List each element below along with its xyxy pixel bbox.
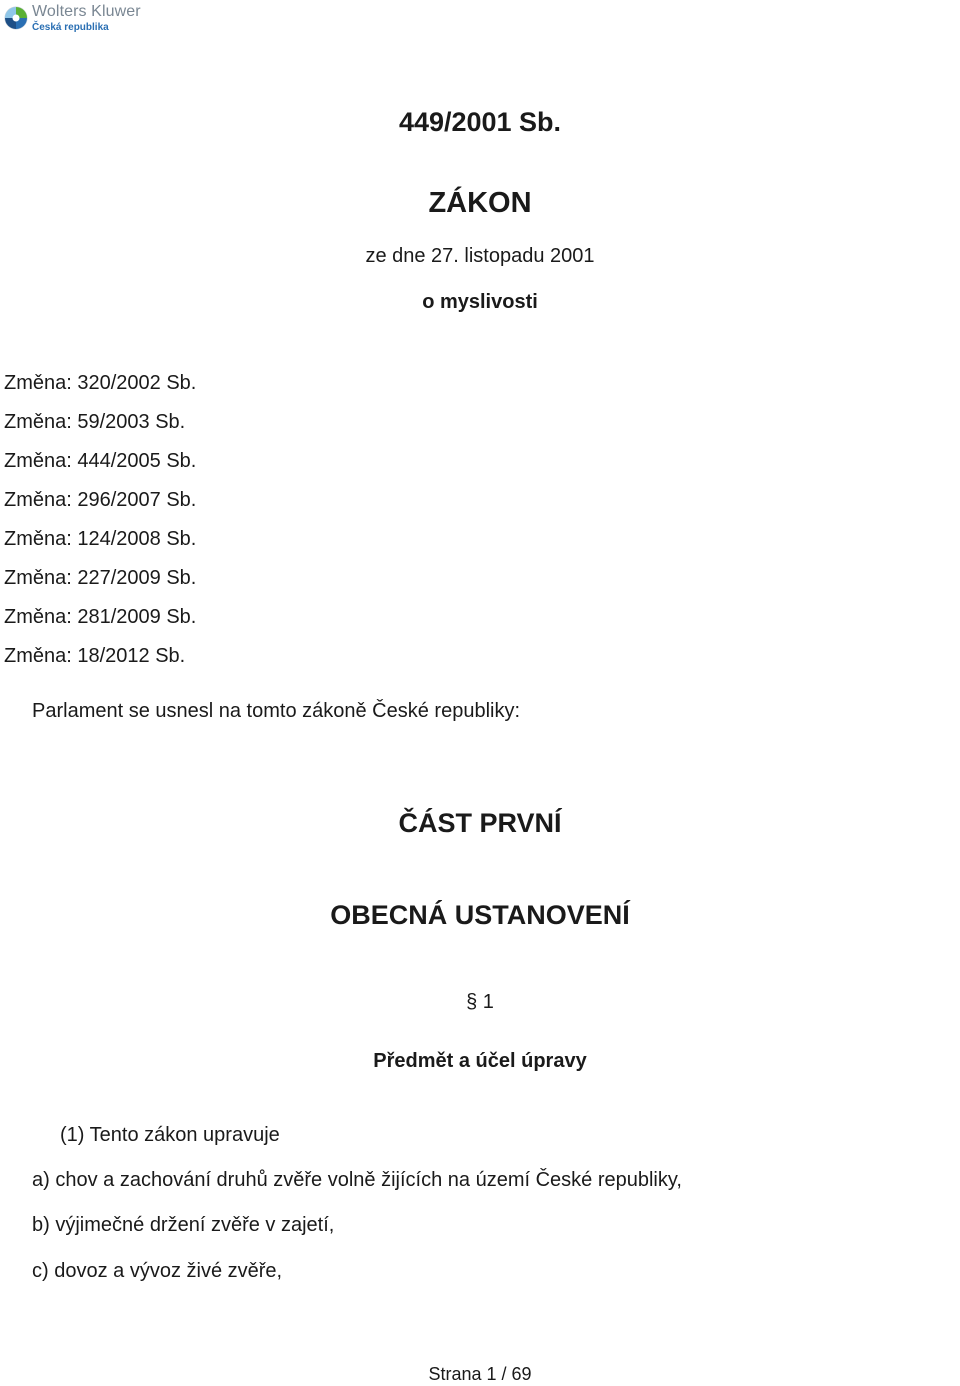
document-date: ze dne 27. listopadu 2001 xyxy=(365,245,595,267)
amendment-item: Změna: 296/2007 Sb. xyxy=(4,489,197,511)
paragraph-item: c) dovoz a vývoz živé zvěře, xyxy=(32,1260,283,1282)
amendment-item: Změna: 281/2009 Sb. xyxy=(4,606,197,628)
section-number: § 1 xyxy=(466,991,494,1013)
publisher-logo xyxy=(4,4,141,36)
document-subject: o myslivosti xyxy=(422,291,538,313)
document-number: 449/2001 Sb. xyxy=(398,107,562,137)
amendment-item: Změna: 18/2012 Sb. xyxy=(4,645,186,667)
part-heading: OBECNÁ USTANOVENÍ xyxy=(330,900,630,930)
document-type: ZÁKON xyxy=(428,187,532,219)
preamble: Parlament se usnesl na tomto zákoně České republiky: xyxy=(32,700,521,722)
paragraph-item: a) chov a zachování druhů zvěře volně žijících na území České republiky, xyxy=(32,1169,682,1191)
amendment-item: Změna: 227/2009 Sb. xyxy=(4,567,197,589)
logo-brand: Wolters Kluwer xyxy=(32,3,141,20)
logo-text xyxy=(32,4,141,33)
amendment-item: Změna: 444/2005 Sb. xyxy=(4,450,197,472)
amendment-item: Změna: 124/2008 Sb. xyxy=(4,528,197,550)
wolters-kluwer-logo-icon xyxy=(4,6,28,30)
logo-subtitle: Česká republika xyxy=(32,22,109,33)
amendment-item: Změna: 320/2002 Sb. xyxy=(4,372,197,394)
page-number: Strana 1 / 69 xyxy=(428,1364,532,1384)
paragraph-item: b) výjimečné držení zvěře v zajetí, xyxy=(32,1214,335,1236)
amendments-list xyxy=(4,372,196,684)
paragraph-intro: (1) Tento zákon upravuje xyxy=(60,1124,280,1146)
part-title: ČÁST PRVNÍ xyxy=(398,808,562,838)
amendment-item: Změna: 59/2003 Sb. xyxy=(4,411,186,433)
section-title: Předmět a účel úpravy xyxy=(373,1050,587,1072)
